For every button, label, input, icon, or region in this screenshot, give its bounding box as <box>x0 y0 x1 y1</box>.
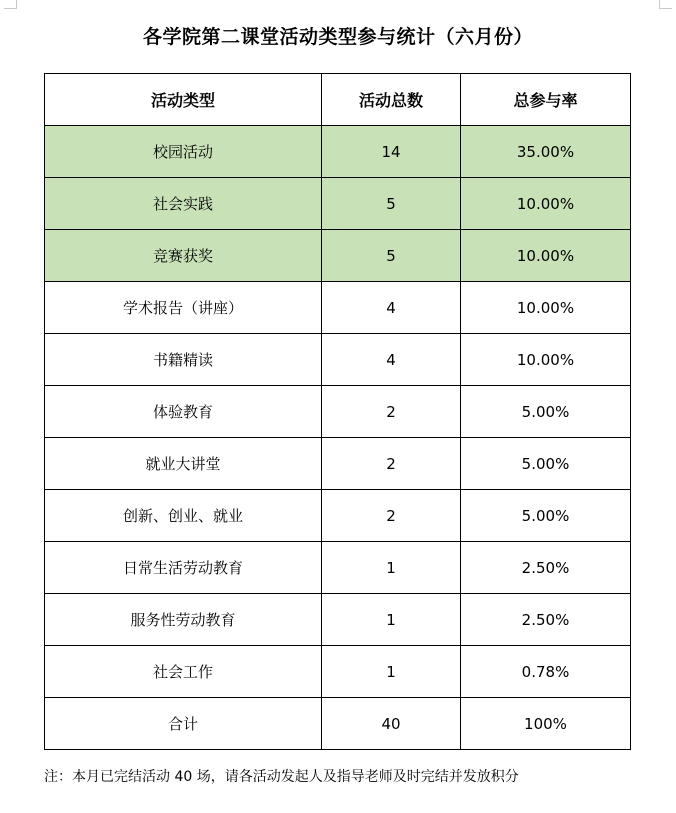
cell-participation-rate: 2.50% <box>461 542 631 594</box>
table-row <box>45 230 631 282</box>
page-corner-mark-right <box>659 0 672 9</box>
table-row <box>45 386 631 438</box>
cell-participation-rate: 2.50% <box>461 594 631 646</box>
table-row <box>45 178 631 230</box>
table-header-row <box>45 74 631 126</box>
cell-participation-rate: 5.00% <box>461 438 631 490</box>
cell-activity-count: 2 <box>322 490 461 542</box>
table-row <box>45 542 631 594</box>
cell-activity-type: 日常生活劳动教育 <box>45 542 322 594</box>
cell-activity-count: 1 <box>322 594 461 646</box>
cell-activity-count: 1 <box>322 646 461 698</box>
cell-participation-rate: 5.00% <box>461 490 631 542</box>
cell-activity-count: 5 <box>322 230 461 282</box>
table-row <box>45 126 631 178</box>
cell-activity-count: 5 <box>322 178 461 230</box>
table-row <box>45 594 631 646</box>
cell-activity-count: 4 <box>322 282 461 334</box>
cell-activity-type: 校园活动 <box>45 126 322 178</box>
cell-participation-rate: 5.00% <box>461 386 631 438</box>
cell-participation-rate: 35.00% <box>461 126 631 178</box>
table-row <box>45 282 631 334</box>
table-row <box>45 438 631 490</box>
cell-activity-type: 创新、创业、就业 <box>45 490 322 542</box>
cell-activity-count: 14 <box>322 126 461 178</box>
table-body <box>45 126 631 698</box>
cell-participation-rate: 10.00% <box>461 282 631 334</box>
cell-activity-count: 1 <box>322 542 461 594</box>
cell-activity-count: 2 <box>322 386 461 438</box>
cell-activity-count: 2 <box>322 438 461 490</box>
page-corner-mark-left <box>4 0 17 9</box>
header-participation-rate: 总参与率 <box>461 74 631 126</box>
table-row <box>45 334 631 386</box>
cell-activity-type: 社会实践 <box>45 178 322 230</box>
total-rate: 100% <box>461 698 631 750</box>
cell-activity-type: 竞赛获奖 <box>45 230 322 282</box>
cell-activity-type: 社会工作 <box>45 646 322 698</box>
header-activity-count: 活动总数 <box>322 74 461 126</box>
statistics-table <box>44 73 631 750</box>
cell-activity-count: 4 <box>322 334 461 386</box>
header-activity-type: 活动类型 <box>45 74 322 126</box>
cell-participation-rate: 0.78% <box>461 646 631 698</box>
table-total-row <box>45 698 631 750</box>
cell-participation-rate: 10.00% <box>461 230 631 282</box>
table-row <box>45 646 631 698</box>
cell-activity-type: 书籍精读 <box>45 334 322 386</box>
page-title: 各学院第二课堂活动类型参与统计（六月份） <box>142 26 533 48</box>
total-count: 40 <box>322 698 461 750</box>
cell-participation-rate: 10.00% <box>461 334 631 386</box>
cell-activity-type: 就业大讲堂 <box>45 438 322 490</box>
cell-activity-type: 体验教育 <box>45 386 322 438</box>
cell-activity-type: 服务性劳动教育 <box>45 594 322 646</box>
table-row <box>45 490 631 542</box>
cell-activity-type: 学术报告（讲座） <box>45 282 322 334</box>
total-label: 合计 <box>45 698 322 750</box>
footnote: 注：本月已完结活动 40 场，请各活动发起人及指导老师及时完结并发放积分 <box>44 769 519 785</box>
cell-participation-rate: 10.00% <box>461 178 631 230</box>
